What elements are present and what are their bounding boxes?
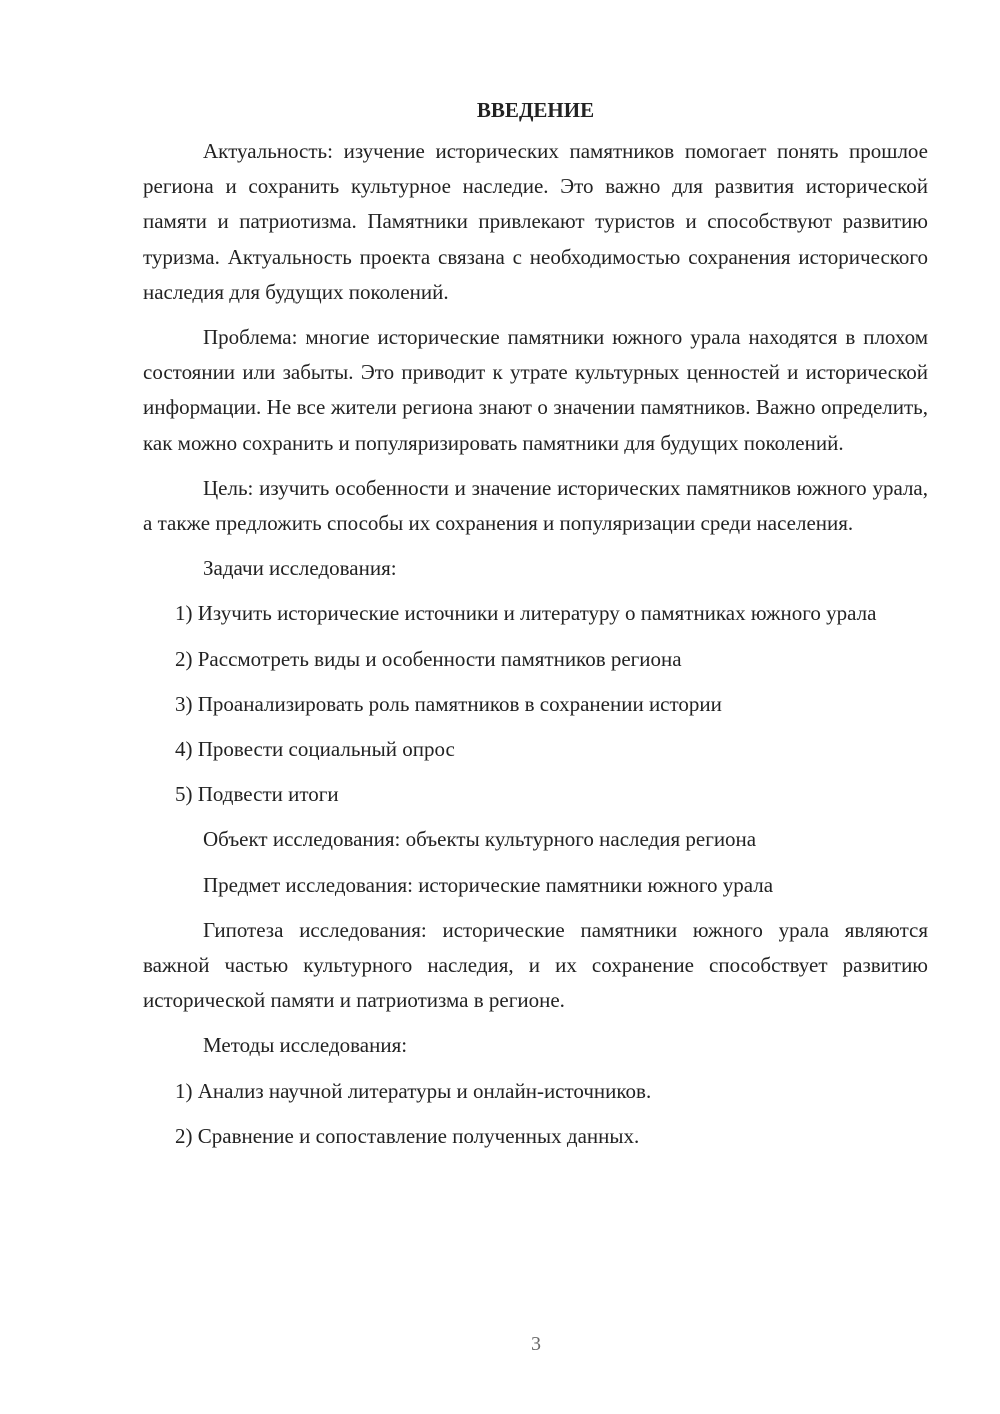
page-number: 3: [531, 1333, 541, 1355]
relevance-paragraph: Актуальность: изучение исторических памятников помогает понять прошлое региона и сохранить культурное наследие. Это важно для развития исторической памяти и патриотизма. Памятники привлекают туристов и способствуют развитию туризма. Актуальность проекта связана с необходимостью сохранения исторического наследия для будущих поколений.: [143, 139, 928, 304]
task-item: 2) Рассмотреть виды и особенности памятников региона: [175, 646, 682, 671]
tasks-heading: Задачи исследования:: [203, 556, 397, 581]
object-paragraph: Объект исследования: объекты культурного наследия региона: [203, 827, 757, 852]
hypothesis-paragraph: Гипотеза исследования: исторические памятники южного урала являются важной частью культурного наследия, и их сохранение способствует развитию исторической памяти и патриотизма в регионе.: [143, 917, 928, 1013]
task-item: 3) Проанализировать роль памятников в сохранении истории: [175, 691, 722, 716]
page-title: ВВЕДЕНИЕ: [476, 98, 595, 122]
method-item: 1) Анализ научной литературы и онлайн-источников.: [175, 1078, 652, 1103]
task-item: 5) Подвести итоги: [175, 782, 339, 807]
page-content: [143, 93, 928, 1164]
task-item: 1) Изучить исторические источники и литературу о памятниках южного урала: [175, 601, 877, 626]
task-item: 4) Провести социальный опрос: [175, 737, 455, 762]
problem-paragraph: Проблема: многие исторические памятники южного урала находятся в плохом состоянии или забыты. Это приводит к утрате культурных ценностей и исторической информации. Не все жители региона знают о значении памятников. Важно определить, как можно сохранить и популяризировать памятники для будущих поколений.: [143, 325, 928, 455]
subject-paragraph: Предмет исследования: исторические памятники южного урала: [203, 872, 774, 897]
goal-paragraph: Цель: изучить особенности и значение исторических памятников южного урала, а также предложить способы их сохранения и популяризации среди населения.: [143, 475, 928, 536]
method-item: 2) Сравнение и сопоставление полученных данных.: [175, 1123, 640, 1148]
methods-heading: Методы исследования:: [203, 1033, 408, 1058]
